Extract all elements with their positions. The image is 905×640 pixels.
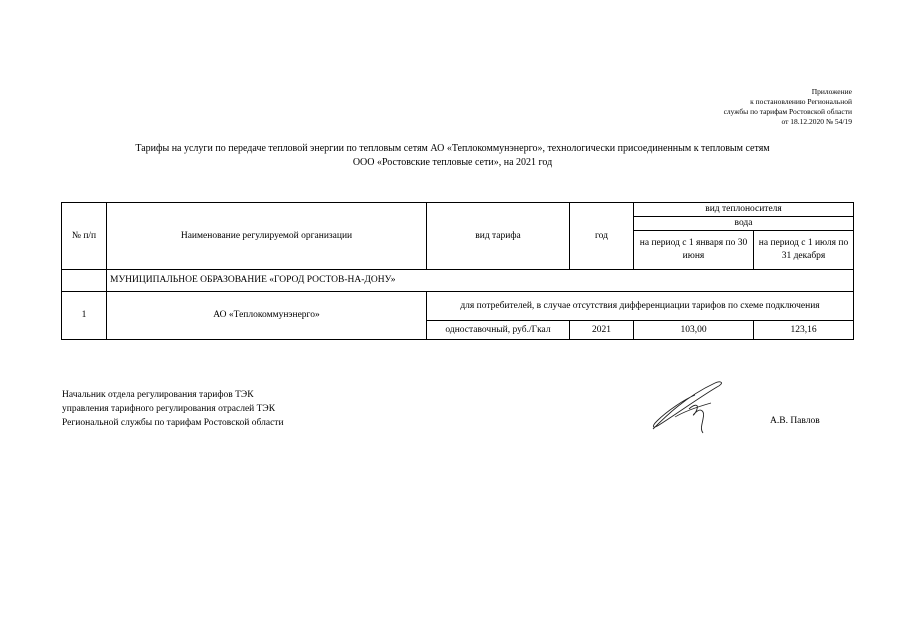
header-tariff-type: вид тарифа <box>427 203 570 270</box>
header-carrier-value: вода <box>634 217 854 231</box>
row-num: 1 <box>62 292 107 340</box>
document-title <box>0 142 905 170</box>
signatory-line-3: Региональной службы по тарифам Ростовской области <box>62 418 284 428</box>
row-period-2-value: 123,16 <box>754 321 854 340</box>
consumer-note: для потребителей, в случае отсутствия дифференциации тарифов по схеме подключения <box>427 292 854 321</box>
header-period-2: на период с 1 июля по 31 декабря <box>754 231 854 270</box>
appendix-line-3: службы по тарифам Ростовской области <box>723 107 852 116</box>
header-year: год <box>570 203 634 270</box>
signatory-line-2: управления тарифного регулирования отраслей ТЭК <box>62 404 276 414</box>
row-org: АО «Теплокоммунэнерго» <box>107 292 427 340</box>
header-org: Наименование регулируемой организации <box>107 203 427 270</box>
tariff-table <box>61 202 854 340</box>
signatory-line-1: Начальник отдела регулирования тарифов ТЭК <box>62 390 254 400</box>
document-title-line-1: Тарифы на услуги по передаче тепловой энергии по тепловым сетям АО «Теплокоммунэнерго», технологически присоединенным к тепловым сетям <box>135 143 770 154</box>
signatory-position <box>62 388 284 430</box>
handwritten-signature <box>645 377 730 437</box>
signatory-name: А.В. Павлов <box>770 416 820 426</box>
row-period-1-value: 103,00 <box>634 321 754 340</box>
appendix-line-2: к постановлению Региональной <box>750 97 852 106</box>
header-period-1: на период с 1 января по 30 июня <box>634 231 754 270</box>
header-num: № п/п <box>62 203 107 270</box>
row-tariff-type: одноставочный, руб./Гкал <box>427 321 570 340</box>
appendix-line-4: от 18.12.2020 № 54/19 <box>781 117 852 126</box>
appendix-note <box>724 87 852 127</box>
municipality-row: МУНИЦИПАЛЬНОЕ ОБРАЗОВАНИЕ «ГОРОД РОСТОВ-НА-ДОНУ» <box>107 270 854 292</box>
header-carrier: вид теплоносителя <box>634 203 854 217</box>
row-year: 2021 <box>570 321 634 340</box>
appendix-line-1: Приложение <box>811 87 852 96</box>
document-title-line-2: ООО «Ростовские тепловые сети», на 2021 год <box>352 157 553 168</box>
